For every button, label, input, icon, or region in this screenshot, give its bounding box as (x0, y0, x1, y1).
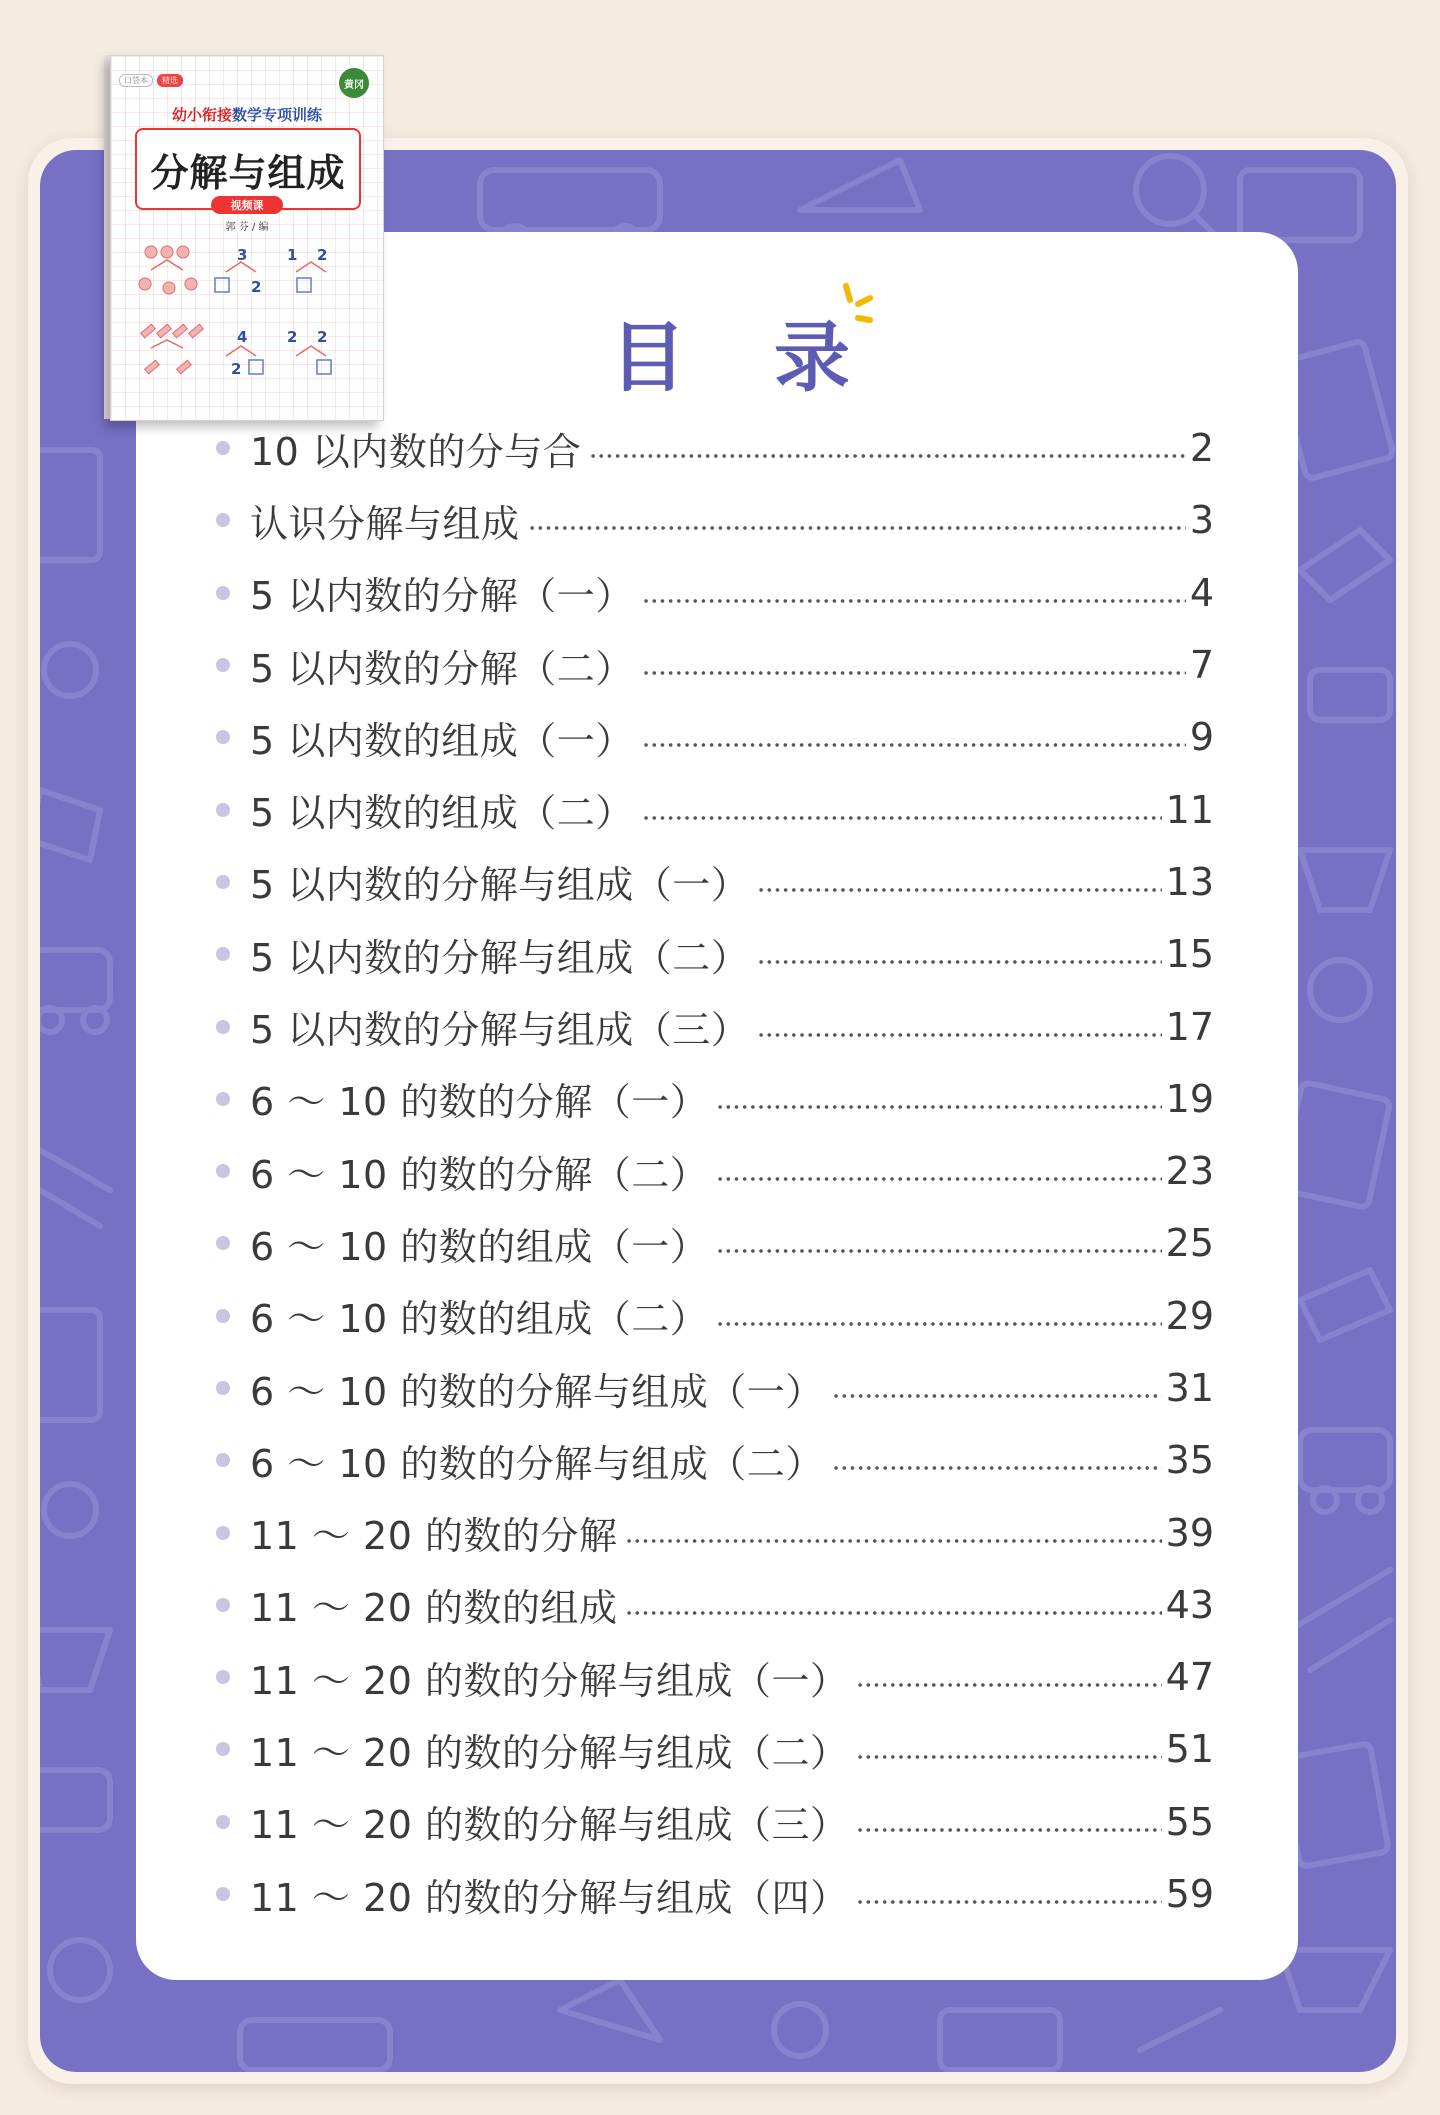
dot-leader (856, 1658, 1161, 1696)
toc-entry[interactable] (216, 1496, 1214, 1568)
toc-entry[interactable] (216, 1569, 1214, 1641)
toc-entry[interactable] (216, 1207, 1214, 1279)
toc-entry-title: 11 ～ 20 的数的分解与组成（四） (250, 1875, 849, 1920)
toc-entry[interactable] (216, 1135, 1214, 1207)
toc-page-number: 2 (1189, 426, 1214, 471)
cover-badge: 黄冈 (339, 68, 369, 98)
toc-page-number: 23 (1165, 1149, 1214, 1194)
bullet-icon (216, 441, 230, 455)
toc-entry-title: 10 以内数的分与合 (250, 429, 582, 474)
bullet-icon (216, 586, 230, 600)
toc-entry[interactable] (216, 629, 1214, 701)
toc-entry[interactable] (216, 1424, 1214, 1496)
toc-page-number: 51 (1165, 1727, 1214, 1772)
toc-entry[interactable] (216, 1641, 1214, 1713)
toc-page-number: 17 (1165, 1004, 1214, 1049)
dot-leader (642, 574, 1186, 612)
dot-leader (832, 1441, 1162, 1479)
bullet-icon (216, 1742, 230, 1756)
cover-illustration (111, 56, 383, 420)
toc-entry-title: 11 ～ 20 的数的组成 (250, 1586, 618, 1631)
dot-leader (716, 1297, 1161, 1335)
toc-entry[interactable] (216, 1280, 1214, 1352)
dot-leader (528, 501, 1186, 539)
toc-entry-title: 5 以内数的分解与组成（三） (250, 1008, 750, 1053)
bullet-icon (216, 1815, 230, 1829)
toc-page-number: 13 (1165, 859, 1214, 904)
toc-list (216, 412, 1214, 1930)
bullet-icon (216, 513, 230, 527)
toc-entry-title: 11 ～ 20 的数的分解与组成（一） (250, 1658, 849, 1703)
toc-page-number: 39 (1165, 1510, 1214, 1555)
cover-number: 2 (251, 278, 262, 296)
toc-page-number: 59 (1165, 1872, 1214, 1917)
toc-entry[interactable] (216, 1858, 1214, 1930)
toc-entry-title: 5 以内数的分解与组成（二） (250, 935, 750, 980)
heading-char-left: 目 (610, 312, 686, 402)
cover-number: 4 (237, 328, 248, 346)
toc-entry-title: 认识分解与组成 (250, 501, 520, 546)
toc-entry[interactable] (216, 990, 1214, 1062)
toc-page-number: 43 (1165, 1582, 1214, 1627)
dot-leader (757, 935, 1161, 973)
dot-leader (856, 1803, 1161, 1841)
cover-tag: 精选 (157, 74, 183, 87)
toc-entry[interactable] (216, 484, 1214, 556)
toc-page-number: 47 (1165, 1655, 1214, 1700)
heading-char-right: 录 (774, 312, 850, 402)
dot-leader (642, 646, 1186, 684)
toc-entry-title: 11 ～ 20 的数的分解与组成（二） (250, 1730, 849, 1775)
dot-leader (757, 1008, 1161, 1046)
toc-entry-title: 6 ～ 10 的数的分解与组成（一） (250, 1369, 824, 1414)
toc-page-number: 11 (1165, 787, 1214, 832)
toc-page-number: 29 (1165, 1293, 1214, 1338)
toc-page-number: 9 (1189, 715, 1214, 760)
dot-leader (716, 1152, 1161, 1190)
bullet-icon (216, 947, 230, 961)
toc-page-number: 19 (1165, 1076, 1214, 1121)
toc-entry-title: 5 以内数的分解（二） (250, 646, 634, 691)
toc-entry[interactable] (216, 1786, 1214, 1858)
toc-entry-title: 5 以内数的组成（二） (250, 791, 634, 836)
bullet-icon (216, 1670, 230, 1684)
bullet-icon (216, 875, 230, 889)
dot-leader (625, 1586, 1161, 1624)
cover-number: 1 (287, 246, 298, 264)
dot-leader (856, 1875, 1161, 1913)
cover-subtitle-left: 幼小衔接 (171, 106, 232, 124)
bullet-icon (216, 1092, 230, 1106)
toc-page-number: 15 (1165, 932, 1214, 977)
sparkle-icon (836, 282, 876, 324)
toc-entry-title: 5 以内数的组成（一） (250, 718, 634, 763)
bullet-icon (216, 1309, 230, 1323)
toc-heading (610, 296, 850, 406)
cover-title: 分解与组成 (150, 150, 346, 195)
toc-entry-title: 5 以内数的分解（一） (250, 574, 634, 619)
toc-page-number: 4 (1189, 570, 1214, 615)
bullet-icon (216, 730, 230, 744)
toc-entry[interactable] (216, 557, 1214, 629)
toc-entry-title: 6 ～ 10 的数的分解与组成（二） (250, 1441, 824, 1486)
cover-video-label: 视频课 (211, 196, 283, 214)
toc-entry-title: 11 ～ 20 的数的分解 (250, 1514, 618, 1559)
bullet-icon (216, 1453, 230, 1467)
toc-entry[interactable] (216, 701, 1214, 773)
cover-tag: 口袋本 (119, 74, 153, 87)
bullet-icon (216, 1598, 230, 1612)
dot-leader (757, 863, 1161, 901)
toc-entry[interactable] (216, 1352, 1214, 1424)
cover-number: 2 (317, 246, 328, 264)
dot-leader (716, 1224, 1161, 1262)
toc-entry[interactable] (216, 412, 1214, 484)
bullet-icon (216, 1164, 230, 1178)
toc-entry-title: 5 以内数的分解与组成（一） (250, 863, 750, 908)
cover-number: 2 (231, 360, 242, 378)
bullet-icon (216, 1381, 230, 1395)
cover-number: 2 (287, 328, 298, 346)
dot-leader (625, 1514, 1161, 1552)
cover-author: 郭 芬 / 编 (225, 222, 269, 233)
toc-page-number: 25 (1165, 1221, 1214, 1266)
cover-number: 3 (237, 246, 248, 264)
bullet-icon (216, 658, 230, 672)
dot-leader (856, 1730, 1161, 1768)
bullet-icon (216, 1236, 230, 1250)
toc-entry-title: 11 ～ 20 的数的分解与组成（三） (250, 1803, 849, 1848)
toc-entry[interactable] (216, 918, 1214, 990)
toc-page-number: 55 (1165, 1799, 1214, 1844)
toc-entry[interactable] (216, 773, 1214, 845)
dot-leader (589, 429, 1185, 467)
toc-page-number: 7 (1189, 643, 1214, 688)
toc-entry[interactable] (216, 1063, 1214, 1135)
book-cover (110, 55, 384, 421)
toc-entry[interactable] (216, 1713, 1214, 1785)
toc-entry-title: 6 ～ 10 的数的分解（二） (250, 1152, 709, 1197)
cover-number: 2 (317, 328, 328, 346)
bullet-icon (216, 803, 230, 817)
dot-leader (642, 718, 1186, 756)
bullet-icon (216, 1887, 230, 1901)
toc-page-number: 35 (1165, 1438, 1214, 1483)
dot-leader (642, 791, 1162, 829)
bullet-icon (216, 1526, 230, 1540)
dot-leader (716, 1080, 1161, 1118)
bullet-icon (216, 1020, 230, 1034)
toc-entry[interactable] (216, 846, 1214, 918)
toc-page-number: 3 (1189, 498, 1214, 543)
toc-page-number: 31 (1165, 1366, 1214, 1410)
dot-leader (832, 1369, 1162, 1407)
toc-entry-title: 6 ～ 10 的数的组成（一） (250, 1224, 709, 1269)
toc-entry-title: 6 ～ 10 的数的组成（二） (250, 1297, 709, 1342)
toc-entry-title: 6 ～ 10 的数的分解（一） (250, 1080, 709, 1125)
cover-subtitle-right: 数学专项训练 (232, 106, 323, 124)
